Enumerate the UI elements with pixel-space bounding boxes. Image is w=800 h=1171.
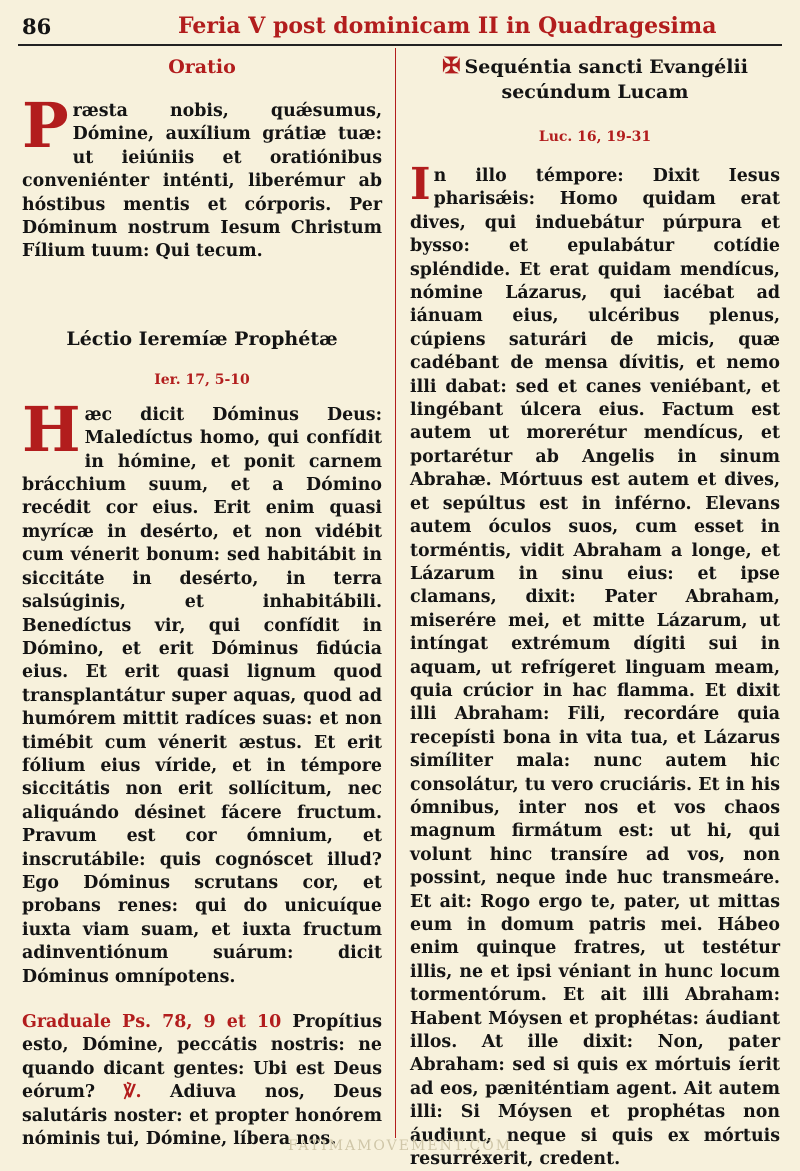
left-column (22, 50, 383, 1150)
versicle-symbol: ℣. (123, 1082, 142, 1103)
gospel-dropcap: I (410, 159, 431, 210)
page-header (18, 8, 782, 46)
oratio-body: ræsta nobis, quǽsumus, Dómine, auxílium grátiæ tuæ: ut ieiúniis et oratiónibus conveniénter inténti, liberémur ab hóstibus mentis et córporis. Per Dóminum nostrum Iesum Christum Fílium tuum: Qui tecum. (22, 101, 382, 262)
running-title: Feria V post dominicam II in Quadragesima (178, 13, 717, 39)
gospel-text (410, 159, 780, 1171)
page-number: 86 (22, 14, 52, 39)
cross-icon: ✠ (442, 53, 461, 79)
column-divider (395, 48, 396, 1138)
right-column (410, 50, 780, 1170)
gradual-text (22, 1011, 382, 1151)
gospel-body: n illo témpore: Dixit Iesus pharisǽis: Homo quidam erat dives, qui induebátur púrpura et bysso: et epulabátur cotídie spléndide. Et erat quidam mendícus, nómine Lázarus, qui iacébat ad iánuam eius, ulcéribus plenus, cúpiens saturári de micis, quæ cadébant de mensa dívitis, et nemo illi dabat: sed et canes veniébant, et lingébant úlcera eius. Factum est autem ut morerétur mendícus, et portarétur ab Angelis in sinum Abrahæ. Mórtuus est autem et dives, et sepúltus est in inférno. Elevans autem óculos suos, cum esset in torméntis, vidit Abraham a longe, et Lázarum in sinu eius: et ipse clamans, dixit: Pater Abraham, miserére mei, et mitte Lázarum, ut intíngat extrémum dígiti sui in aquam, ut refrígeret linguam meam, quia crúcior in hac flamma. Et dixit illi Abraham: Fili, recordáre quia recepísti bona in vita tua, et Lázarus simíliter mala: nunc autem hic consolátur, tu vero cruciáris. Et in his ómnibus, inter nos et vos chaos magnum firmátum est: ut hi, qui volunt hinc transíre ad vos, non possint, neque inde huc transmeáre. Et ait: Rogo ergo te, pater, ut mittas eum in domum patris mei. Hábeo enim quinque fratres, ut testétur illis, ne et ipsi véniant in hunc locum tormentórum. Et ait illi Abraham: Habent Móysen et prophétas: áudiant illos. At ille dixit: Non, pater Abraham: sed si quis ex mórtuis íerit ad eos, pæniténtiam agent. Ait autem illi: Si Móysen et prophétas non áudiunt, neque si quis ex mórtuis resurréxerit, credent. (410, 166, 780, 1170)
oratio-heading: Oratio (168, 56, 236, 78)
lectio-text (22, 392, 382, 989)
oratio-text (22, 89, 382, 264)
gradual-body-2: Adiuva nos, Deus salutáris noster: et propter honórem nóminis tui, Dómine, líbera nos. (22, 1082, 382, 1150)
watermark: FATIMAMOVEMENT.COM (287, 1138, 513, 1154)
oratio-dropcap: P (22, 89, 69, 162)
gospel-heading-block (410, 54, 780, 105)
gradual-body-1: Propítius esto, Dómine, peccátis nostris: ne quando dicant gentes: Ubi est Deus eórum? (22, 1012, 383, 1103)
lectio-dropcap: H (22, 392, 81, 466)
gospel-reference: Luc. 16, 19-31 (538, 129, 652, 145)
lectio-body: æc dicit Dóminus Deus: Maledíctus homo, qui confídit in hómine, et ponit carnem brácchium suum, et a Dómino recédit cor eius. Erit enim quasi myrícæ in desérto, et non vidébit cum vénerit bonum: sed habitábit in siccitáte in desérto, in terra salsúginis, et inhabitábili. Benedíctus vir, qui confídit in Dómino, et erit Dóminus fidúcia eius. Et erit quasi lignum quod transplantátur super aquas, quod ad humórem mittit radíces suas: et non timébit cum vénerit æstus. Et erit fólium eius víride, et in témpore siccitátis non erit sollícitum, nec aliquándo désinet fácere fructum. Pravum est cor ómnium, et inscrutábile: quis cognóscet illud? Ego Dóminus scrutans cor, et probans renes: qui do unicuíque iuxta viam suam, et iuxta fructum adinventiónum suárum: dicit Dóminus omnípotens. (22, 404, 382, 987)
lectio-heading: Léctio Ieremíæ Prophétæ (66, 327, 338, 350)
gospel-heading: Sequéntia sancti Evangélii secúndum Lucam (464, 56, 748, 103)
lectio-reference: Ier. 17, 5-10 (154, 371, 250, 388)
gradual-label: Graduale Ps. 78, 9 et 10 (22, 1012, 282, 1032)
